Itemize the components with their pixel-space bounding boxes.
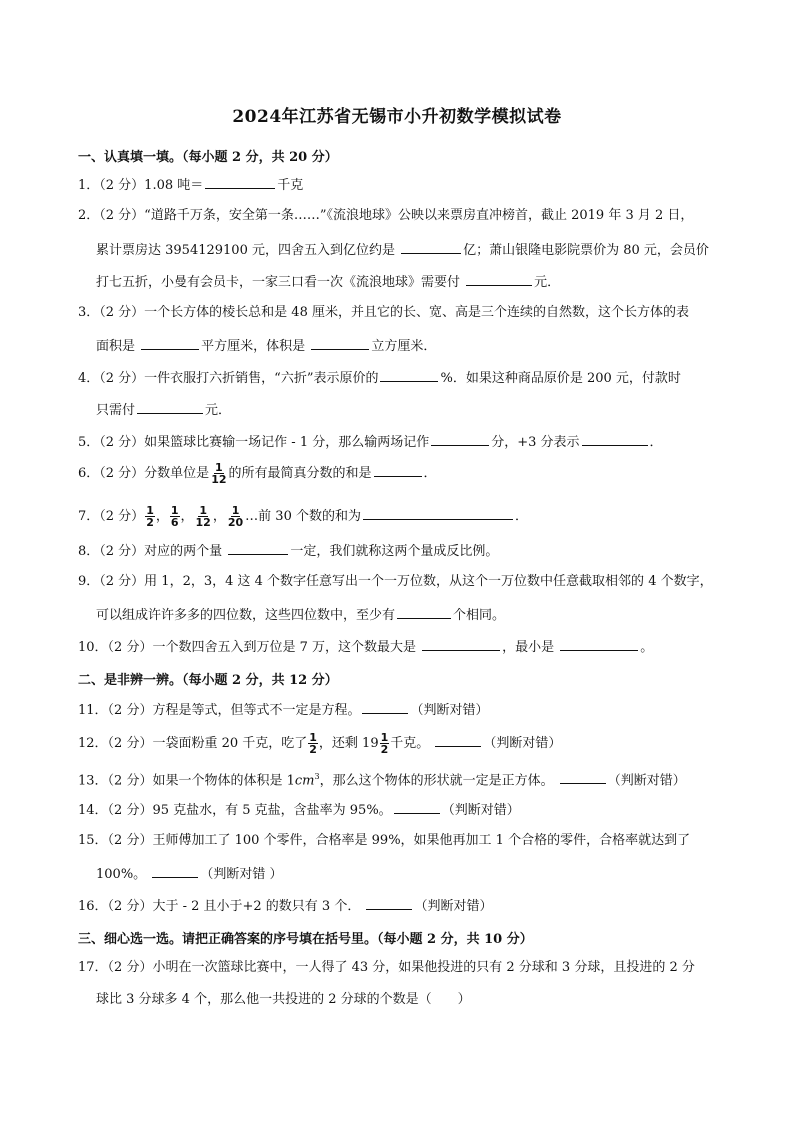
section-heading-2: 二、是非辨一辨。（每小题 2 分，共 12 分） [78,673,338,688]
question-3: 3．（2 分）一个长方体的棱长总和是 48 厘米，并且它的长、宽、高是三个连续的自然数，这个长方体的表 [78,305,689,320]
question-6: 6．（2 分）分数单位是 $\frac{1}{12}$ 的所有最简真分数的和是 ． [78,461,437,486]
question-4: 4．（2 分）一件衣服打六折销售，“六折”表示原价的 %．如果这种商品原价是 200 元，付款时 [78,368,681,388]
answer-blank[interactable] [205,175,275,189]
question-10: 10．（2 分）一个数四舍五入到万位是 7 万，这个数最大是 ，最小是 。 [78,637,653,657]
answer-blank[interactable] [228,541,288,555]
fraction: $\frac{1}{12}$ [195,504,211,529]
answer-blank[interactable] [394,800,440,814]
question-15-line-2: 100%。 （判断对错 ） [96,864,282,884]
answer-blank[interactable] [401,240,461,254]
answer-blank[interactable] [466,272,532,286]
answer-blank[interactable] [363,506,513,520]
question-3-line-2: 面积是 平方厘米，体积是 立方厘米． [96,336,436,356]
answer-blank[interactable] [582,432,648,446]
fraction: $\frac{1}{6}$ [170,504,179,529]
answer-blank[interactable] [141,336,199,350]
fraction: $\frac{1}{2}$ [146,504,154,529]
question-14: 14．（2 分）95 克盐水，有 5 克盐，含盐率为 95%。 （判断对错） [78,800,520,820]
fraction: $\frac{1}{2}$ [380,731,389,756]
answer-blank[interactable] [366,896,412,910]
question-12: 12．（2 分）一袋面粉重 20 千克，吃了 $\frac{1}{2}$ ，还剩 19 $\frac{1}{2}$ 千克。 （判断对错） [78,731,562,756]
question-2-line-3: 打七五折，小曼有会员卡，一家三口看一次《流浪地球》需要付 元． [96,272,560,292]
question-17: 17．（2 分）小明在一次篮球比赛中，一人得了 43 分，如果他投进的只有 2 分球和 3 分球，且投进的 2 分 [78,960,695,975]
question-1: 1．（2 分）1.08 吨＝ 千克 [78,175,303,195]
question-16: 16．（2 分）大于 - 2 且小于+2 的数只有 3 个． （判断对错） [78,896,493,916]
question-15: 15．（2 分）王师傅加工了 100 个零件，合格率是 99%，如果他再加工 1 个合格的零件，合格率就达到了 [78,833,691,848]
answer-blank[interactable] [362,700,408,714]
answer-blank[interactable] [431,432,489,446]
answer-blank[interactable] [397,605,451,619]
question-9-line-2: 可以组成许许多多的四位数，这些四位数中，至少有 个相同。 [96,605,505,625]
question-7: 7．（2 分） $\frac{1}{2}$ ， $\frac{1}{6}$ ， $\frac{1}{12}$ ， $\frac{1}{20}$ …前 30 个数的和为 ． [78,504,528,529]
question-9: 9．（2 分）用 1，2，3，4 这 4 个数字任意写出一个一万位数，从这个一万位数中任意截取相邻的 4 个数字， [78,574,713,589]
question-8: 8．（2 分）对应的两个量 一定，我们就称这两个量成反比例。 [78,541,498,561]
answer-blank[interactable] [560,637,638,651]
page-title: 2024年江苏省无锡市小升初数学模拟试卷 [232,107,562,127]
question-17-line-2: 球比 3 分球多 4 个，那么他一共投进的 2 分球的个数是（ ） [96,992,471,1007]
answer-blank[interactable] [137,400,203,414]
answer-blank[interactable] [380,368,438,382]
question-4-line-2: 只需付 元． [96,400,231,420]
answer-blank[interactable] [374,463,422,477]
question-2-line-2: 累计票房达 3954129100 元，四舍五入到亿位约是 亿；萧山银隆电影院票价为 80 元，会员价 [96,240,709,260]
answer-blank[interactable] [311,336,369,350]
answer-blank[interactable] [435,733,481,747]
answer-blank[interactable] [560,770,606,784]
section-heading-1: 一、认真填一填。（每小题 2 分，共 20 分） [78,150,338,165]
answer-blank[interactable] [422,637,500,651]
answer-blank[interactable] [152,864,198,878]
question-13: 13．（2 分）如果一个物体的体积是 $1cm^3$，那么这个物体的形状就一定是正方体。 （判断对错） [78,772,686,789]
fraction: $\frac{1}{20}$ [227,504,244,529]
question-5: 5．（2 分）如果篮球比赛输一场记作 - 1 分，那么输两场记作 分，+3 分表示 ． [78,432,663,452]
question-2: 2．（2 分）“道路千万条，安全第一条……”《流浪地球》公映以来票房直冲榜首，截止 2019 年 3 月 2 日， [78,208,694,223]
fraction: $\frac{1}{2}$ [309,731,317,756]
fraction: $\frac{1}{12}$ [211,461,227,486]
section-heading-3: 三、细心选一选。请把正确答案的序号填在括号里。（每小题 2 分，共 10 分） [78,932,533,947]
question-11: 11．（2 分）方程是等式，但等式不一定是方程。 （判断对错） [78,700,488,720]
